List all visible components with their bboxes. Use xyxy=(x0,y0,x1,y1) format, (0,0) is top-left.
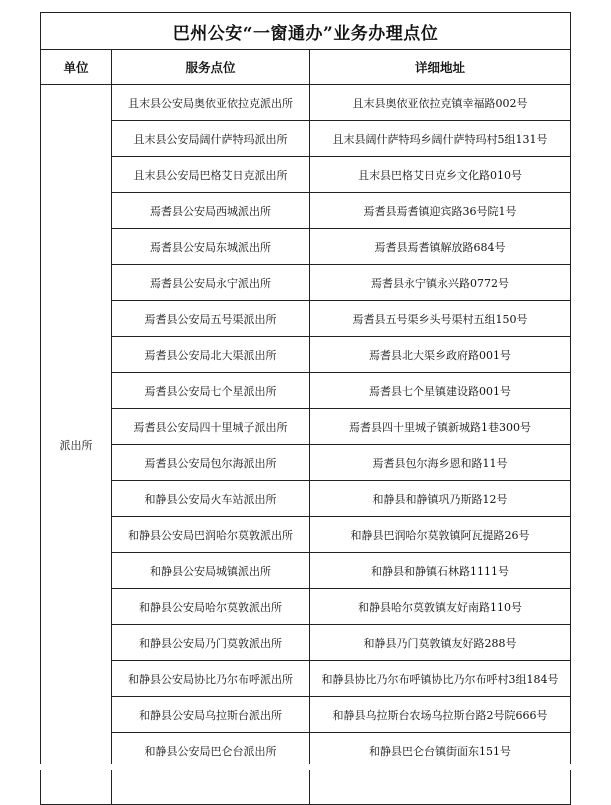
address-cell: 和静县和静镇石林路1111号 xyxy=(310,553,571,589)
table-row xyxy=(41,301,571,337)
address-cell: 焉耆县五号渠乡头号渠村五组150号 xyxy=(310,301,571,337)
service-point-cell: 焉耆县公安局北大渠派出所 xyxy=(112,337,310,373)
address-cell: 焉耆县北大渠乡政府路001号 xyxy=(310,337,571,373)
service-point-cell: 焉耆县公安局四十里城子派出所 xyxy=(112,409,310,445)
address-cell: 焉耆县包尔海乡恩和路11号 xyxy=(310,445,571,481)
table-row xyxy=(41,553,571,589)
table-row xyxy=(41,229,571,265)
service-point-cell: 和静县公安局乌拉斯台派出所 xyxy=(112,697,310,733)
table-row xyxy=(41,589,571,625)
address-cell: 焉耆县焉耆镇解放路684号 xyxy=(310,229,571,265)
address-cell: 和静县巴润哈尔莫敦镇阿瓦提路26号 xyxy=(310,517,571,553)
table-row xyxy=(41,517,571,553)
address-cell xyxy=(310,769,571,805)
service-point-cell: 焉耆县公安局七个星派出所 xyxy=(112,373,310,409)
table-row xyxy=(41,157,571,193)
address-cell: 和静县协比乃尔布呼镇协比乃尔布呼村3组184号 xyxy=(310,661,571,697)
service-point-cell: 焉耆县公安局永宁派出所 xyxy=(112,265,310,301)
service-point-cell: 和静县公安局乃门莫敦派出所 xyxy=(112,625,310,661)
table-row xyxy=(41,193,571,229)
page-cutoff xyxy=(0,764,611,770)
service-point-cell: 和静县公安局火车站派出所 xyxy=(112,481,310,517)
table-row xyxy=(41,445,571,481)
header-unit: 单位 xyxy=(41,50,112,85)
address-cell: 焉耆县七个星镇建设路001号 xyxy=(310,373,571,409)
table-row xyxy=(41,481,571,517)
table-title: 巴州公安“一窗通办”业务办理点位 xyxy=(41,13,571,50)
service-point-cell: 和静县公安局哈尔莫敦派出所 xyxy=(112,589,310,625)
service-point-cell: 且末县公安局巴格艾日克派出所 xyxy=(112,157,310,193)
service-point-cell xyxy=(112,769,310,805)
table-row-continued xyxy=(41,769,571,805)
unit-cell: 派出所 xyxy=(41,85,112,805)
header-address: 详细地址 xyxy=(310,50,571,85)
address-cell: 焉耆县永宁镇永兴路0772号 xyxy=(310,265,571,301)
address-cell: 且末县阔什萨特玛乡阔什萨特玛村5组131号 xyxy=(310,121,571,157)
address-cell: 焉耆县四十里城子镇新城路1巷300号 xyxy=(310,409,571,445)
document-sheet xyxy=(40,12,571,805)
address-cell: 且末县奥依亚依拉克镇幸福路002号 xyxy=(310,85,571,121)
table-row xyxy=(41,661,571,697)
header-service-point: 服务点位 xyxy=(112,50,310,85)
service-point-cell: 且末县公安局奥依亚依拉克派出所 xyxy=(112,85,310,121)
table-row xyxy=(41,337,571,373)
address-cell: 和静县乃门莫敦镇友好路288号 xyxy=(310,625,571,661)
table-row xyxy=(41,265,571,301)
table-row xyxy=(41,625,571,661)
table-row xyxy=(41,697,571,733)
service-point-cell: 和静县公安局协比乃尔布呼派出所 xyxy=(112,661,310,697)
table-row xyxy=(41,85,571,121)
address-cell: 和静县乌拉斯台农场乌拉斯台路2号院666号 xyxy=(310,697,571,733)
service-point-table xyxy=(40,12,571,805)
header-row xyxy=(41,50,571,85)
service-point-cell: 焉耆县公安局西城派出所 xyxy=(112,193,310,229)
address-cell: 和静县和静镇巩乃斯路12号 xyxy=(310,481,571,517)
title-row xyxy=(41,13,571,50)
service-point-cell: 和静县公安局巴仑台派出所 xyxy=(112,733,310,769)
service-point-cell: 和静县公安局巴润哈尔莫敦派出所 xyxy=(112,517,310,553)
address-cell: 焉耆县焉耆镇迎宾路36号院1号 xyxy=(310,193,571,229)
service-point-cell: 且末县公安局阔什萨特玛派出所 xyxy=(112,121,310,157)
address-cell: 和静县巴仑台镇街面东151号 xyxy=(310,733,571,769)
service-point-cell: 焉耆县公安局五号渠派出所 xyxy=(112,301,310,337)
address-cell: 和静县哈尔莫敦镇友好南路110号 xyxy=(310,589,571,625)
service-point-cell: 焉耆县公安局东城派出所 xyxy=(112,229,310,265)
address-cell: 且末县巴格艾日克乡文化路010号 xyxy=(310,157,571,193)
service-point-cell: 和静县公安局城镇派出所 xyxy=(112,553,310,589)
service-point-cell: 焉耆县公安局包尔海派出所 xyxy=(112,445,310,481)
table-row xyxy=(41,409,571,445)
table-row xyxy=(41,373,571,409)
table-row xyxy=(41,121,571,157)
